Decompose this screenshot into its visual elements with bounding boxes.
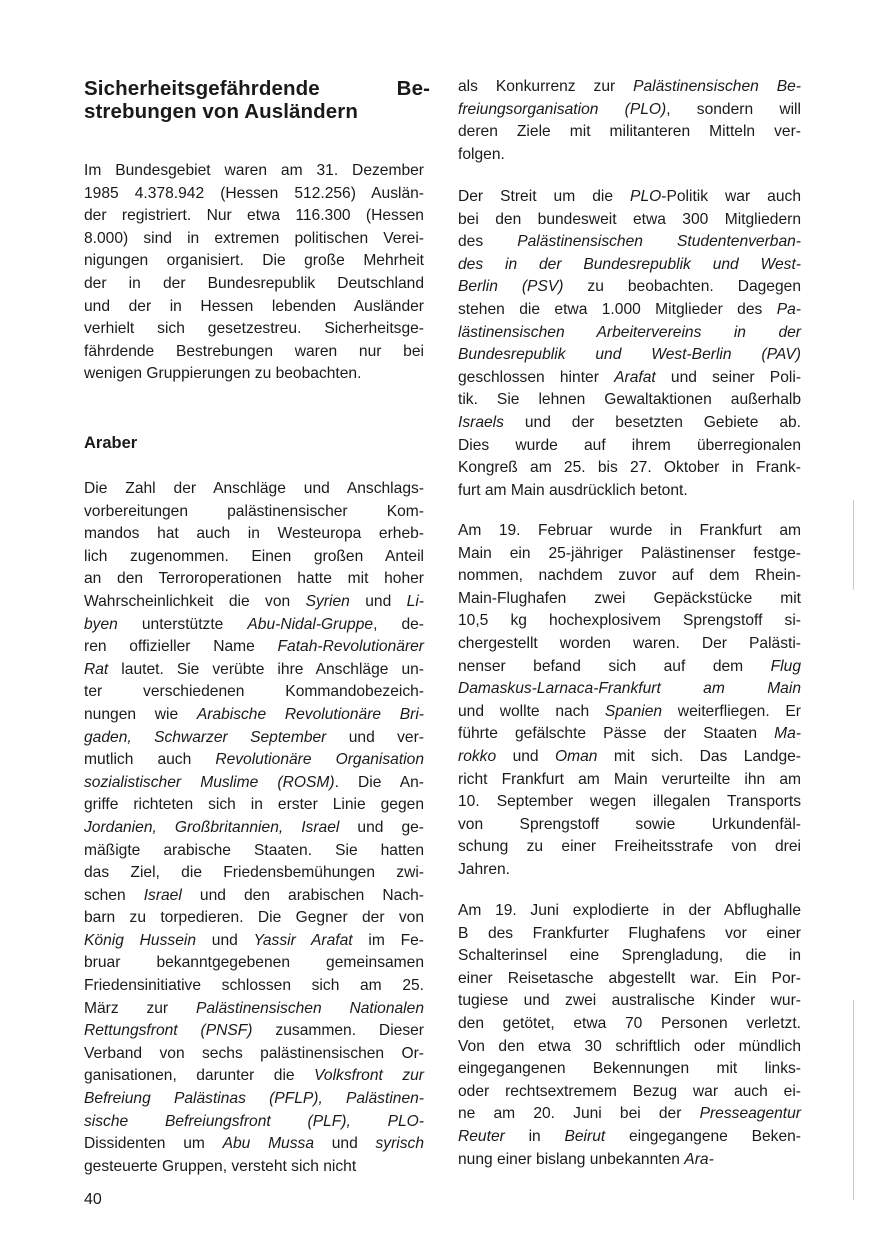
text-line: B des Frankfurter Flughafens vor einer [458, 924, 801, 942]
text-line: sozialistischer Muslime (ROSM). Die An- [84, 773, 424, 791]
text-line: nenser befand sich auf dem Flug [458, 657, 801, 675]
text-line: 8.000) sind in extremen politischen Verei- [84, 229, 424, 247]
text-line: Am 19. Juni explodierte in der Abflughalle [458, 902, 801, 919]
text-line: König Hussein und Yassir Arafat im Fe- [84, 931, 425, 949]
scan-edge-mark [853, 500, 854, 590]
text-line: schen Israel und den arabischen Nach- [84, 886, 424, 904]
text-line: schung zu einer Freiheitsstrafe von drei [458, 838, 801, 856]
text-line: der registriert. Nur etwa 116.300 (Hessen [84, 207, 424, 225]
text-line: Reuter in Beirut eingegangene Beken- [458, 1127, 801, 1145]
text-line: von Sprengstoff sowie Urkundenfäl- [458, 815, 801, 833]
text-line: 1985 4.378.942 (Hessen 512.256) Auslän- [84, 184, 424, 202]
text-line: 10. September wegen illegalen Transports [458, 793, 801, 811]
text-line: fährdende Bestrebungen waren nur bei [84, 342, 424, 360]
text-line: den getötet, etwa 70 Personen verletzt. [458, 1014, 801, 1032]
text-line: bruar bekanntgegebenen gemeinsamen [84, 954, 424, 972]
text-line: 10,5 kg hochexplosivem Sprengstoff si- [458, 612, 801, 630]
text-line: Rettungsfront (PNSF) zusammen. Dieser [84, 1022, 424, 1040]
paragraph [458, 900, 801, 1171]
scan-edge-mark [853, 1000, 854, 1200]
text-line: mäßigte arabische Staaten. Sie hatten [84, 841, 424, 859]
text-line: folgen. [458, 145, 505, 163]
text-line: griffe richteten sich in erster Linie gegen [84, 796, 424, 814]
text-line: tugiese und zwei australische Kinder wur- [458, 992, 801, 1010]
text-line: rokko und Oman mit sich. Das Landge- [458, 747, 801, 765]
text-line: Jordanien, Großbritannien, Israel und ge- [84, 818, 424, 836]
section-heading [84, 76, 430, 121]
text-line: des Palästinensischen Studentenverban- [458, 233, 801, 251]
text-line: Wahrscheinlichkeit die von Syrien und Li- [84, 592, 424, 610]
text-line: nungen wie Arabische Revolutionäre Bri- [84, 705, 424, 723]
text-line: freiungsorganisation (PLO), sondern will [458, 100, 801, 118]
text-line: Bundesrepublik und West-Berlin (PAV) [458, 346, 801, 364]
page-number: 40 [84, 1191, 102, 1208]
text-line: Von den etwa 30 schriftlich oder mündlich [458, 1037, 801, 1055]
text-line: mutlich auch Revolutionäre Organisation [84, 751, 424, 769]
text-line: Israels und der besetzten Gebiete ab. [458, 413, 801, 431]
subsection-heading: Araber [84, 434, 138, 452]
text-line: des in der Bundesrepublik und West- [458, 255, 801, 273]
text-line: barn zu torpedieren. Die Gegner der von [84, 909, 424, 927]
paragraph [458, 186, 801, 502]
text-line: Am 19. Februar wurde in Frankfurt am [458, 522, 801, 539]
text-line: Jahren. [458, 860, 511, 878]
text-line: ganisationen, darunter die Volksfront zur [84, 1067, 424, 1085]
text-line: Dies wurde auf ihrem überregionalen [458, 436, 801, 454]
text-line: richt Frankfurt am Main verurteilte ihn am [458, 770, 801, 788]
text-line: mandos hat auch in Westeuropa erheb- [84, 525, 424, 543]
text-line: nung einer bislang unbekannten Ara- [458, 1150, 714, 1168]
araber-paragraph [84, 478, 424, 1178]
text-line: nigungen organisiert. Die große Mehrheit [84, 252, 424, 270]
text-line: und wollte nach Spanien weiterfliegen. Er [458, 702, 802, 720]
text-line: ter verschiedenen Kommandobezeich- [84, 683, 424, 701]
text-line: Die Zahl der Anschläge und Anschlags- [84, 480, 424, 497]
text-line: eingegangenen Bekennungen mit links- [458, 1060, 801, 1078]
text-line: gaden, Schwarzer September und ver- [84, 728, 424, 746]
text-line: Der Streit um die PLO-Politik war auch [458, 188, 801, 205]
text-line: Main ein 25-jähriger Palästinenser festge- [458, 544, 801, 562]
text-line: Rat lautet. Sie verübte ihre Anschläge un- [84, 660, 424, 678]
text-line: März zur Palästinensischen Nationalen [84, 999, 424, 1017]
text-line: Schalterinsel eine Sprengladung, die in [458, 947, 801, 965]
text-line: ne am 20. Juni bei der Presseagentur [458, 1105, 801, 1123]
text-line: tik. Sie lehnen Gewaltaktionen außerhalb [458, 391, 801, 409]
text-line: Befreiung Palästinas (PFLP), Palästinen- [84, 1090, 424, 1108]
heading-line: strebungen von Ausländern [84, 99, 358, 123]
text-line: oder rechtsextremem Bezug war auch ei- [458, 1082, 801, 1100]
text-line: stehen die etwa 1.000 Mitglieder des Pa- [458, 300, 801, 318]
text-line: furt am Main ausdrücklich betont. [458, 481, 688, 499]
text-line: geschlossen hinter Arafat und seiner Poli- [458, 368, 802, 386]
text-line: wenigen Gruppierungen zu beobachten. [84, 365, 362, 383]
text-line: gesteuerte Gruppen, versteht sich nicht [84, 1157, 357, 1175]
text-line: und der in Hessen lebenden Ausländer [84, 297, 424, 315]
text-line: Verband von sechs palästinensischen Or- [84, 1044, 424, 1062]
text-line: bei den bundesweit etwa 300 Mitgliedern [458, 210, 801, 228]
heading-line: Sicherheitsgefährdende Be- [84, 77, 430, 100]
text-line: einer Reisetasche abgestellt war. Ein Por- [458, 969, 801, 987]
text-line: führte gefälschte Pässe der Staaten Ma- [458, 725, 801, 743]
text-line: deren Ziele mit militanteren Mitteln ver- [458, 123, 801, 141]
text-line: byen unterstützte Abu-Nidal-Gruppe, de- [84, 615, 424, 633]
paragraph [458, 76, 801, 166]
text-line: nommen, nachdem zuvor auf dem Rhein- [458, 567, 801, 585]
text-line: Main-Flughafen zwei Gepäckstücke mit [458, 589, 801, 607]
text-line: Berlin (PSV) zu beobachten. Dagegen [458, 278, 801, 296]
paragraph [458, 520, 801, 882]
text-line: chergestellt worden waren. Der Palästi- [458, 634, 801, 652]
text-line: Damaskus-Larnaca-Frankfurt am Main [458, 680, 801, 698]
text-line: Dissidenten um Abu Mussa und syrisch [84, 1135, 424, 1153]
text-line: verhielt sich gesetzestreu. Sicherheitsge- [84, 320, 424, 338]
text-line: als Konkurrenz zur Palästinensischen Be- [458, 78, 801, 95]
text-line: Kongreß am 25. bis 27. Oktober in Frank- [458, 459, 801, 477]
text-line: der in der Bundesrepublik Deutschland [84, 274, 424, 292]
text-line: das Ziel, die Friedensbemühungen zwi- [84, 864, 424, 882]
text-line: lästinensischen Arbeitervereins in der [458, 323, 801, 341]
text-line: sische Befreiungsfront (PLF), PLO- [84, 1112, 424, 1130]
intro-paragraph [84, 160, 424, 386]
text-line: lich zugenommen. Einen großen Anteil [84, 547, 424, 565]
text-line: ren offizieller Name Fatah-Revolutionärer [84, 638, 424, 656]
text-line: Im Bundesgebiet waren am 31. Dezember [84, 162, 424, 179]
text-line: vorbereitungen palästinensischer Kom- [84, 502, 424, 520]
text-line: an den Terroroperationen hatte mit hoher [84, 570, 424, 588]
text-line: Friedensinitiative schlossen sich am 25. [84, 977, 424, 995]
